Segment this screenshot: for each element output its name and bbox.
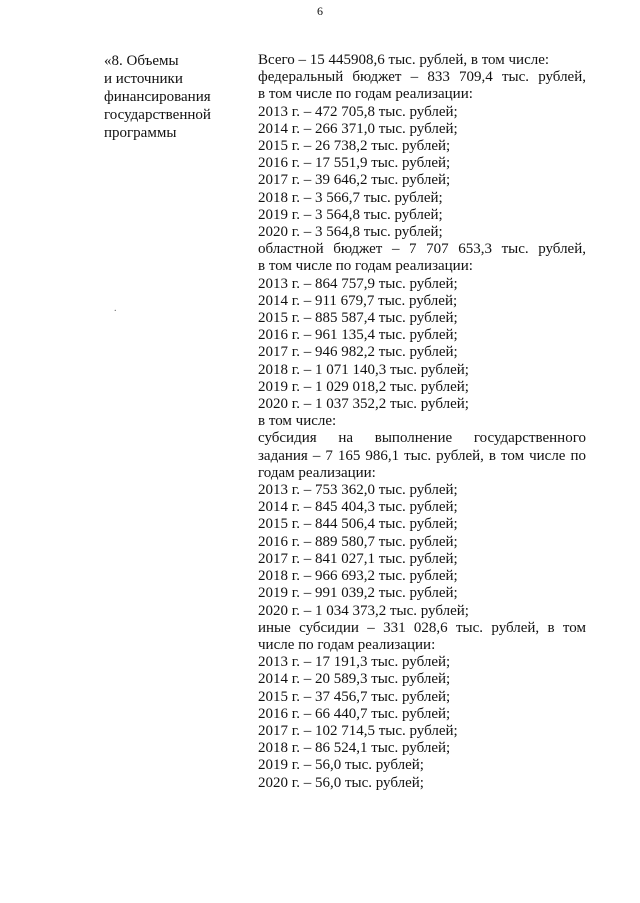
funding-line: 2017 г. – 841 027,1 тыс. рублей; bbox=[258, 550, 458, 567]
funding-line: областной бюджет – 7 707 653,3 тыс. рублей, bbox=[258, 241, 586, 258]
funding-line: 2016 г. – 66 440,7 тыс. рублей; bbox=[258, 705, 451, 722]
funding-line: 2019 г. – 991 039,2 тыс. рублей; bbox=[258, 585, 458, 602]
funding-line: Всего – 15 445908,6 тыс. рублей, в том числе: bbox=[258, 52, 550, 68]
funding-line: 2018 г. – 3 566,7 тыс. рублей; bbox=[258, 189, 443, 206]
funding-line: 2015 г. – 37 456,7 тыс. рублей; bbox=[258, 688, 451, 705]
section-heading-line: финансирования bbox=[104, 89, 211, 105]
funding-line: 2015 г. – 885 587,4 тыс. рублей; bbox=[258, 310, 458, 327]
funding-line: 2020 г. – 1 034 373,2 тыс. рублей; bbox=[258, 602, 469, 619]
funding-line: числе по годам реализации: bbox=[258, 636, 436, 653]
funding-details bbox=[258, 52, 586, 792]
funding-line: 2016 г. – 17 551,9 тыс. рублей; bbox=[258, 155, 451, 172]
page-number: 6 bbox=[317, 4, 323, 18]
funding-line: 2020 г. – 56,0 тыс. рублей; bbox=[258, 774, 424, 791]
funding-line: 2013 г. – 864 757,9 тыс. рублей; bbox=[258, 275, 458, 292]
funding-line: 2013 г. – 17 191,3 тыс. рублей; bbox=[258, 654, 451, 671]
funding-line: 2014 г. – 20 589,3 тыс. рублей; bbox=[258, 671, 451, 688]
section-heading bbox=[104, 52, 254, 142]
funding-line: 2020 г. – 3 564,8 тыс. рублей; bbox=[258, 224, 443, 241]
funding-line: 2017 г. – 946 982,2 тыс. рублей; bbox=[258, 344, 458, 361]
funding-line: годам реализации: bbox=[258, 464, 376, 481]
funding-line: 2013 г. – 753 362,0 тыс. рублей; bbox=[258, 482, 458, 499]
funding-line: в том числе: bbox=[258, 413, 337, 430]
funding-line: 2015 г. – 844 506,4 тыс. рублей; bbox=[258, 516, 458, 533]
funding-line: 2014 г. – 845 404,3 тыс. рублей; bbox=[258, 499, 458, 516]
funding-line: 2013 г. – 472 705,8 тыс. рублей; bbox=[258, 103, 458, 120]
funding-line: 2019 г. – 56,0 тыс. рублей; bbox=[258, 757, 424, 774]
funding-line: 2020 г. – 1 037 352,2 тыс. рублей; bbox=[258, 396, 469, 413]
section-heading-line: программы bbox=[104, 125, 177, 141]
funding-line: задания – 7 165 986,1 тыс. рублей, в том числе по bbox=[258, 447, 586, 464]
funding-line: 2014 г. – 911 679,7 тыс. рублей; bbox=[258, 292, 458, 309]
funding-line: 2018 г. – 1 071 140,3 тыс. рублей; bbox=[258, 361, 469, 378]
funding-line: 2018 г. – 86 524,1 тыс. рублей; bbox=[258, 740, 451, 757]
section-heading-line: «8. Объемы bbox=[104, 53, 179, 69]
funding-line: федеральный бюджет – 833 709,4 тыс. рублей, bbox=[258, 69, 586, 86]
funding-line: 2014 г. – 266 371,0 тыс. рублей; bbox=[258, 120, 458, 137]
funding-line: субсидия на выполнение государственного bbox=[258, 430, 586, 447]
funding-line: 2015 г. – 26 738,2 тыс. рублей; bbox=[258, 138, 451, 155]
funding-line: 2016 г. – 961 135,4 тыс. рублей; bbox=[258, 327, 458, 344]
funding-line: 2019 г. – 1 029 018,2 тыс. рублей; bbox=[258, 378, 469, 395]
margin-mark: . bbox=[114, 303, 117, 314]
funding-line: в том числе по годам реализации: bbox=[258, 86, 473, 103]
funding-line: 2017 г. – 39 646,2 тыс. рублей; bbox=[258, 172, 451, 189]
section-heading-line: и источники bbox=[104, 71, 183, 87]
funding-line: 2019 г. – 3 564,8 тыс. рублей; bbox=[258, 206, 443, 223]
funding-line: иные субсидии – 331 028,6 тыс. рублей, в том bbox=[258, 619, 586, 636]
funding-line: 2017 г. – 102 714,5 тыс. рублей; bbox=[258, 722, 458, 739]
funding-line: 2018 г. – 966 693,2 тыс. рублей; bbox=[258, 568, 458, 585]
section-heading-line: государственной bbox=[104, 107, 211, 123]
funding-line: 2016 г. – 889 580,7 тыс. рублей; bbox=[258, 533, 458, 550]
funding-line: в том числе по годам реализации: bbox=[258, 258, 473, 275]
